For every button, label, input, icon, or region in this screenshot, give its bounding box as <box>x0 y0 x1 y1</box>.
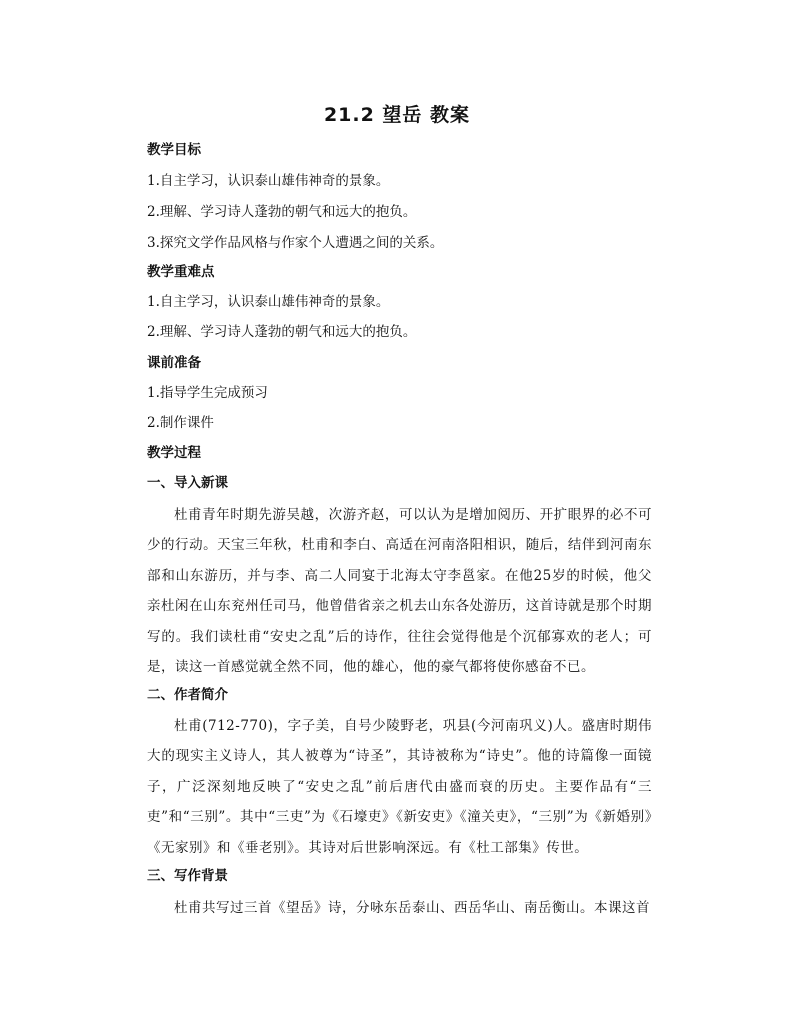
goal-item-1: 1.自主学习，认识泰山雄伟神奇的景象。 <box>147 173 390 189</box>
preparation-item-1: 1.指导学生完成预习 <box>147 385 268 401</box>
section-heading-preparation: 课前准备 <box>147 355 201 371</box>
goal-item-3: 3.探究文学作品风格与作家个人遭遇之间的关系。 <box>147 235 444 251</box>
goal-item-2: 2.理解、学习诗人蓬勃的朝气和远大的抱负。 <box>147 204 417 220</box>
section-heading-goals: 教学目标 <box>147 142 201 158</box>
section-heading-key-points: 教学重难点 <box>147 264 215 280</box>
author-paragraph: 杜甫(712-770)，字子美，自号少陵野老，巩县(今河南巩义)人。盛唐时期伟大的现实主义诗人，其人被尊为“诗圣”，其诗被称为“诗史”。他的诗篇像一面镜子，广泛深刻地反映了“安史之乱”前后唐代由盛而衰的历史。主要作品有“三吏”和“三别”。其中“三吏”为《石壕吏》《新安吏》《潼关吏》，“三别”为《新婚别》《无家别》和《垂老别》。其诗对后世影响深远。有《杜工部集》传世。 <box>147 718 652 856</box>
key-point-item-1: 1.自主学习，认识泰山雄伟神奇的景象。 <box>147 294 390 310</box>
intro-paragraph: 杜甫青年时期先游吴越，次游齐赵，可以认为是增加阅历、开扩眼界的必不可少的行动。天宝三年秋，杜甫和李白、高适在河南洛阳相识，随后，结伴到河南东部和山东游历，并与李、高二人同宴于北海太守李邕家。在他25岁的时候，他父亲杜闲在山东兖州任司马，他曾借省亲之机去山东各处游历，这首诗就是那个时期写的。我们读杜甫“安史之乱”后的诗作，往往会觉得他是个沉郁寡欢的老人；可是，读这一首感觉就全然不同，他的雄心，他的豪气都将使你感奋不已。 <box>147 507 652 676</box>
document-title: 21.2 望岳 教案 <box>323 104 471 126</box>
preparation-item-2: 2.制作课件 <box>147 415 214 431</box>
section-heading-process: 教学过程 <box>147 445 201 461</box>
key-point-item-2: 2.理解、学习诗人蓬勃的朝气和远大的抱负。 <box>147 324 417 340</box>
background-paragraph: 杜甫共写过三首《望岳》诗，分咏东岳泰山、西岳华山、南岳衡山。本课这首 <box>174 900 650 916</box>
section-heading-author: 二、作者简介 <box>147 687 228 703</box>
section-heading-background: 三、写作背景 <box>147 868 228 884</box>
section-heading-intro: 一、导入新课 <box>147 475 228 491</box>
